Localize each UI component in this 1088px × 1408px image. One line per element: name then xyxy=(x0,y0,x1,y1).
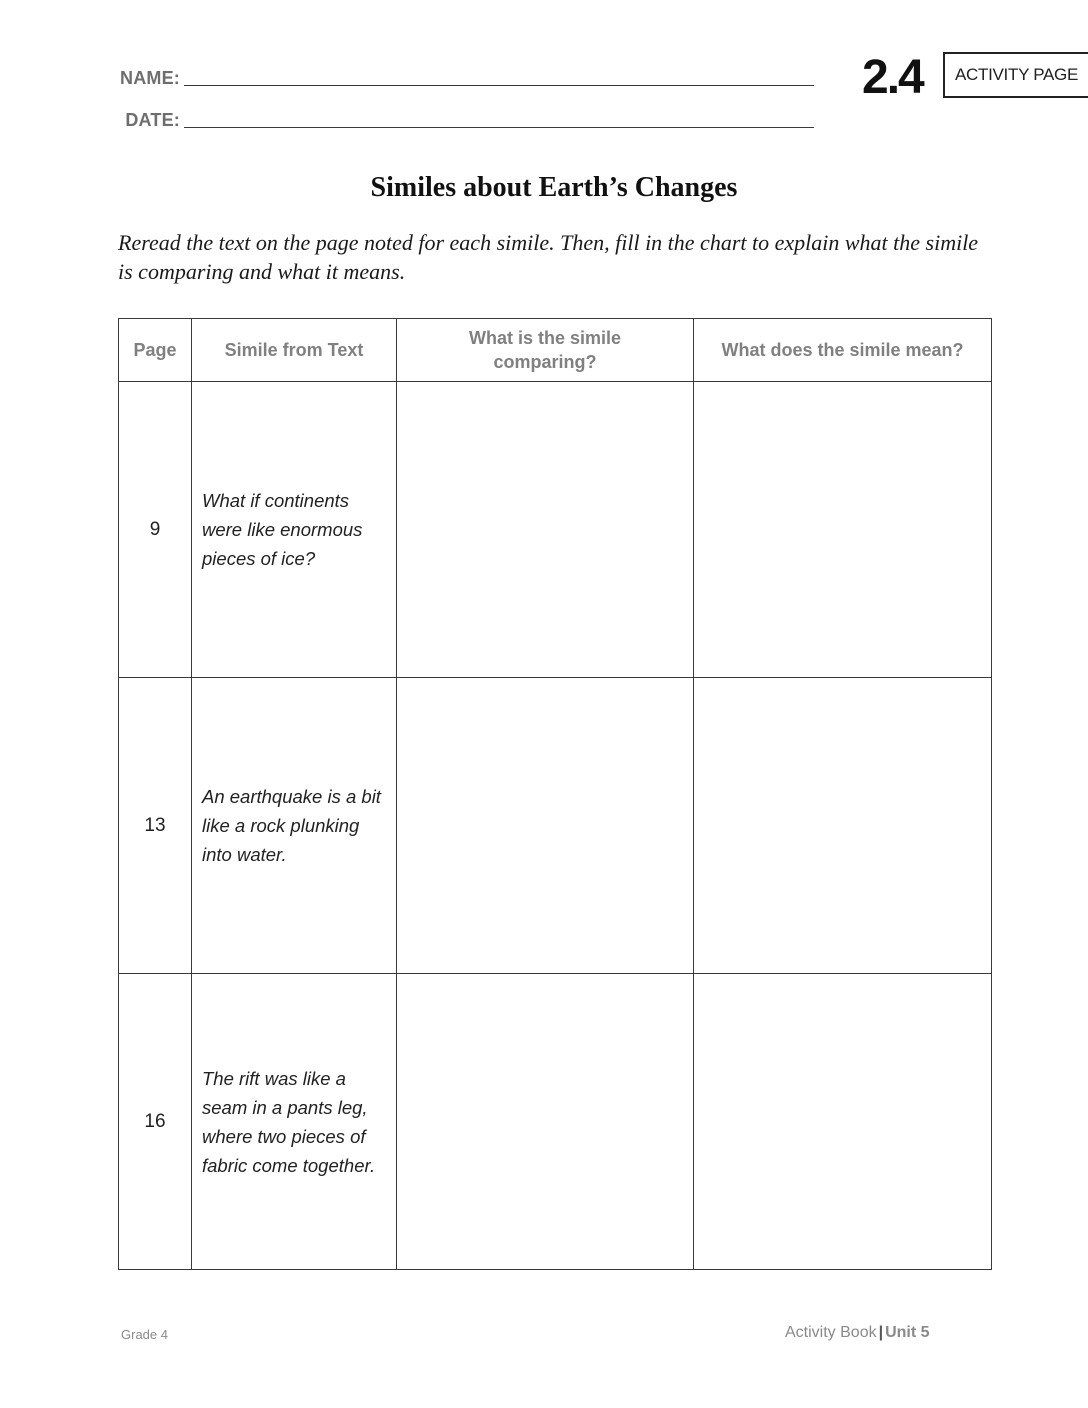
page-number-cell: 16 xyxy=(119,974,192,1270)
page-number-cell: 13 xyxy=(119,678,192,974)
name-field-row xyxy=(0,68,814,89)
meaning-answer-cell[interactable] xyxy=(694,678,992,974)
simile-chart xyxy=(118,318,992,1270)
simile-text-cell: What if continents were like enormous pieces of ice? xyxy=(192,382,397,678)
table-row xyxy=(119,974,992,1270)
comparing-answer-cell[interactable] xyxy=(397,974,694,1270)
lesson-number: 2.4 xyxy=(862,51,923,104)
meaning-answer-cell[interactable] xyxy=(694,974,992,1270)
date-field-row xyxy=(0,110,814,131)
footer-book-title: Activity Book xyxy=(785,1324,877,1341)
table-row xyxy=(119,382,992,678)
footer-unit: Unit 5 xyxy=(885,1324,930,1341)
footer-separator: | xyxy=(878,1324,884,1341)
comparing-answer-cell[interactable] xyxy=(397,678,694,974)
header-comparing: What is the simile comparing? xyxy=(397,319,694,382)
footer-grade: Grade 4 xyxy=(121,1327,168,1342)
page-number-cell: 9 xyxy=(119,382,192,678)
simile-text-cell: The rift was like a seam in a pants leg, where two pieces of fabric come together. xyxy=(192,974,397,1270)
date-label: DATE: xyxy=(125,110,180,130)
header-meaning: What does the simile mean? xyxy=(694,319,992,382)
activity-page-badge xyxy=(943,52,1088,98)
table-header-row xyxy=(119,319,992,382)
table-row xyxy=(119,678,992,974)
page-title: Similes about Earth’s Changes xyxy=(370,172,738,203)
header-simile: Simile from Text xyxy=(192,319,397,382)
simile-text-cell: An earthquake is a bit like a rock plunking into water. xyxy=(192,678,397,974)
meaning-answer-cell[interactable] xyxy=(694,382,992,678)
activity-page-label: ACTIVITY PAGE xyxy=(955,65,1079,84)
name-label: NAME: xyxy=(120,68,180,88)
footer-book-info xyxy=(785,1324,930,1342)
date-write-line[interactable] xyxy=(184,127,814,128)
header-page: Page xyxy=(119,319,192,382)
instructions: Reread the text on the page noted for each simile. Then, fill in the chart to explain what the simile is comparing and what it means. xyxy=(118,230,979,284)
name-write-line[interactable] xyxy=(184,85,814,86)
comparing-answer-cell[interactable] xyxy=(397,382,694,678)
